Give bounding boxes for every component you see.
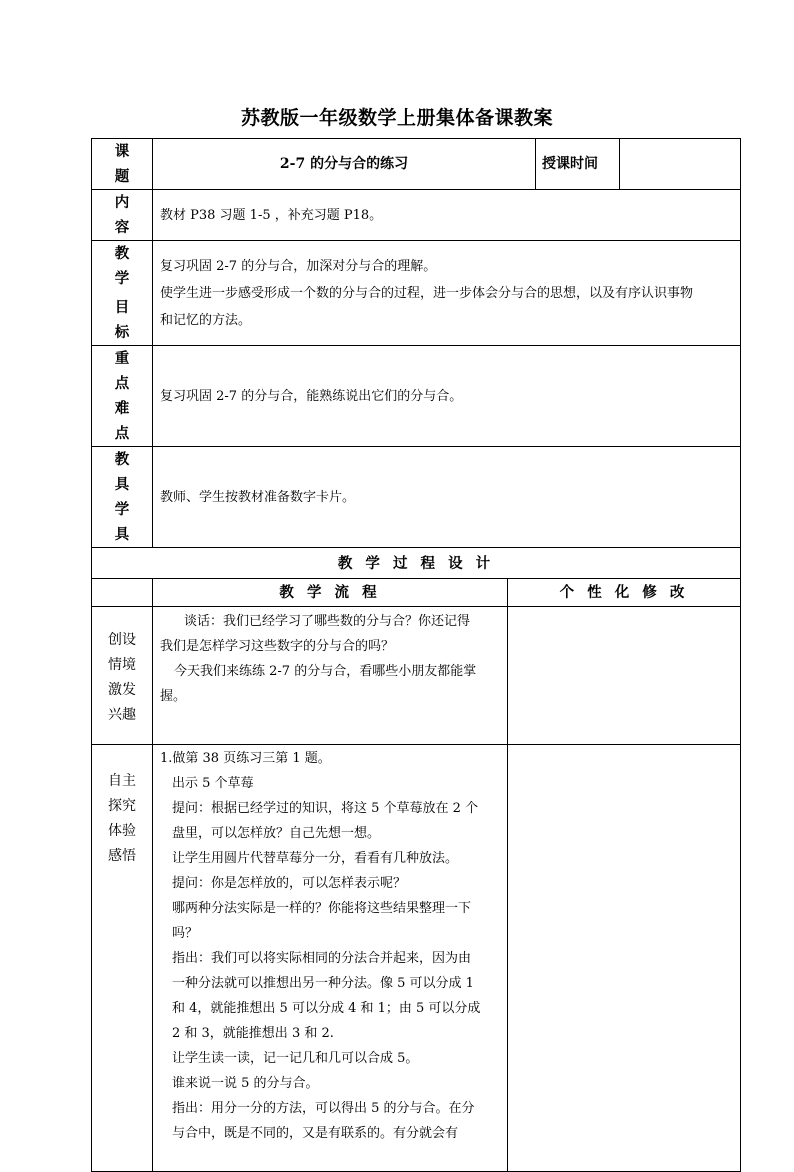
process-section-title: 教 学 过 程 设 计 bbox=[92, 548, 741, 579]
tools-label-line2: 学 具 bbox=[114, 501, 140, 543]
phase-row bbox=[92, 745, 741, 1172]
flow-line: 握。 bbox=[160, 689, 187, 704]
tools-value: 教师、学生按教材准备数字卡片。 bbox=[153, 447, 741, 548]
phase-name-line: 自主 bbox=[108, 773, 136, 789]
phase-modification bbox=[508, 607, 741, 745]
topic-value: 2-7 的分与合的练习 bbox=[153, 139, 536, 190]
process-title-row bbox=[92, 548, 741, 579]
flow-line: 2 和 3，就能推想出 3 和 2. bbox=[172, 1026, 334, 1041]
goals-line1: 复习巩固 2-7 的分与合，加深对分与合的理解。 bbox=[160, 258, 437, 274]
content-row bbox=[92, 190, 741, 241]
key-row bbox=[92, 346, 741, 447]
phase-name-line: 兴趣 bbox=[108, 707, 136, 723]
key-label-line1: 重 点 bbox=[114, 350, 140, 392]
process-header-row bbox=[92, 579, 741, 607]
flow-line: 吗？ bbox=[172, 926, 199, 941]
flow-line: 今天我们来练练 2-7 的分与合，看哪些小朋友都能掌 bbox=[174, 664, 477, 679]
time-value bbox=[620, 139, 741, 190]
flow-line: 指出：用分一分的方法，可以得出 5 的分与合。在分 bbox=[172, 1101, 475, 1116]
content-label: 内 容 bbox=[92, 190, 153, 241]
topic-row bbox=[92, 139, 741, 190]
flow-line: 盘里，可以怎样放？自己先想一想。 bbox=[172, 826, 381, 841]
phase-name-line: 情境 bbox=[108, 657, 136, 673]
flow-line: 哪两种分法实际是一样的？你能将这些结果整理一下 bbox=[172, 901, 472, 916]
tools-label bbox=[92, 447, 153, 548]
goals-value bbox=[153, 241, 741, 346]
process-header-empty bbox=[92, 579, 153, 607]
process-col-flow: 教 学 流 程 bbox=[153, 579, 508, 607]
process-col-modification: 个 性 化 修 改 bbox=[508, 579, 741, 607]
goals-label-line1: 教 学 bbox=[114, 245, 140, 287]
phase-flow bbox=[153, 745, 508, 1172]
phase-name-line: 感悟 bbox=[108, 848, 136, 864]
flow-line: 与合中，既是不同的，又是有联系的。有分就会有 bbox=[172, 1126, 459, 1141]
flow-line: 提问：你是怎样放的，可以怎样表示呢？ bbox=[172, 876, 407, 891]
goals-label-line2: 目 标 bbox=[114, 299, 140, 341]
goals-label bbox=[92, 241, 153, 346]
key-value: 复习巩固 2-7 的分与合，能熟练说出它们的分与合。 bbox=[153, 346, 741, 447]
phase-name bbox=[92, 745, 153, 1172]
flow-line: 谈话：我们已经学习了哪些数的分与合？你还记得 bbox=[184, 614, 471, 629]
lesson-plan-table bbox=[91, 138, 741, 1172]
phase-name-line: 创设 bbox=[108, 632, 136, 648]
document-title: 苏教版一年级数学上册集体备课教案 bbox=[240, 107, 553, 129]
tools-label-line1: 教 具 bbox=[114, 451, 140, 493]
content-value: 教材 P38 习题 1-5 ，补充习题 P18。 bbox=[153, 190, 741, 241]
flow-line: 一种分法就可以推想出另一种分法。像 5 可以分成 1 bbox=[172, 976, 474, 991]
phase-name-line: 激发 bbox=[108, 682, 136, 698]
goals-line2: 使学生进一步感受形成一个数的分与合的过程，进一步体会分与合的思想，以及有序认识事物 bbox=[160, 285, 694, 301]
flow-line: 提问：根据已经学过的知识，将这 5 个草莓放在 2 个 bbox=[172, 801, 479, 816]
flow-line: 出示 5 个草莓 bbox=[172, 776, 254, 791]
flow-line: 让学生读一读，记一记几和几可以合成 5。 bbox=[172, 1051, 419, 1066]
flow-line: 和 4，就能推想出 5 可以分成 4 和 1；由 5 可以分成 bbox=[172, 1001, 481, 1016]
goals-row bbox=[92, 241, 741, 346]
flow-line: 1.做第 38 页练习三第 1 题。 bbox=[160, 751, 331, 766]
time-label: 授课时间 bbox=[536, 139, 620, 190]
flow-line: 我们是怎样学习这些数字的分与合的吗？ bbox=[160, 639, 395, 654]
goals-line3: 和记忆的方法。 bbox=[160, 312, 252, 328]
phase-flow bbox=[153, 607, 508, 745]
phase-row bbox=[92, 607, 741, 745]
tools-row bbox=[92, 447, 741, 548]
key-label-line2: 难 点 bbox=[114, 400, 140, 442]
phase-modification bbox=[508, 745, 741, 1172]
topic-label: 课 题 bbox=[92, 139, 153, 190]
phase-name-line: 探究 bbox=[108, 798, 136, 814]
phase-name-line: 体验 bbox=[108, 823, 136, 839]
flow-line: 让学生用圆片代替草莓分一分，看看有几种放法。 bbox=[172, 851, 459, 866]
key-label bbox=[92, 346, 153, 447]
phase-name bbox=[92, 607, 153, 745]
flow-line: 谁来说一说 5 的分与合。 bbox=[172, 1076, 319, 1091]
flow-line: 指出：我们可以将实际相同的分法合并起来，因为由 bbox=[172, 951, 472, 966]
